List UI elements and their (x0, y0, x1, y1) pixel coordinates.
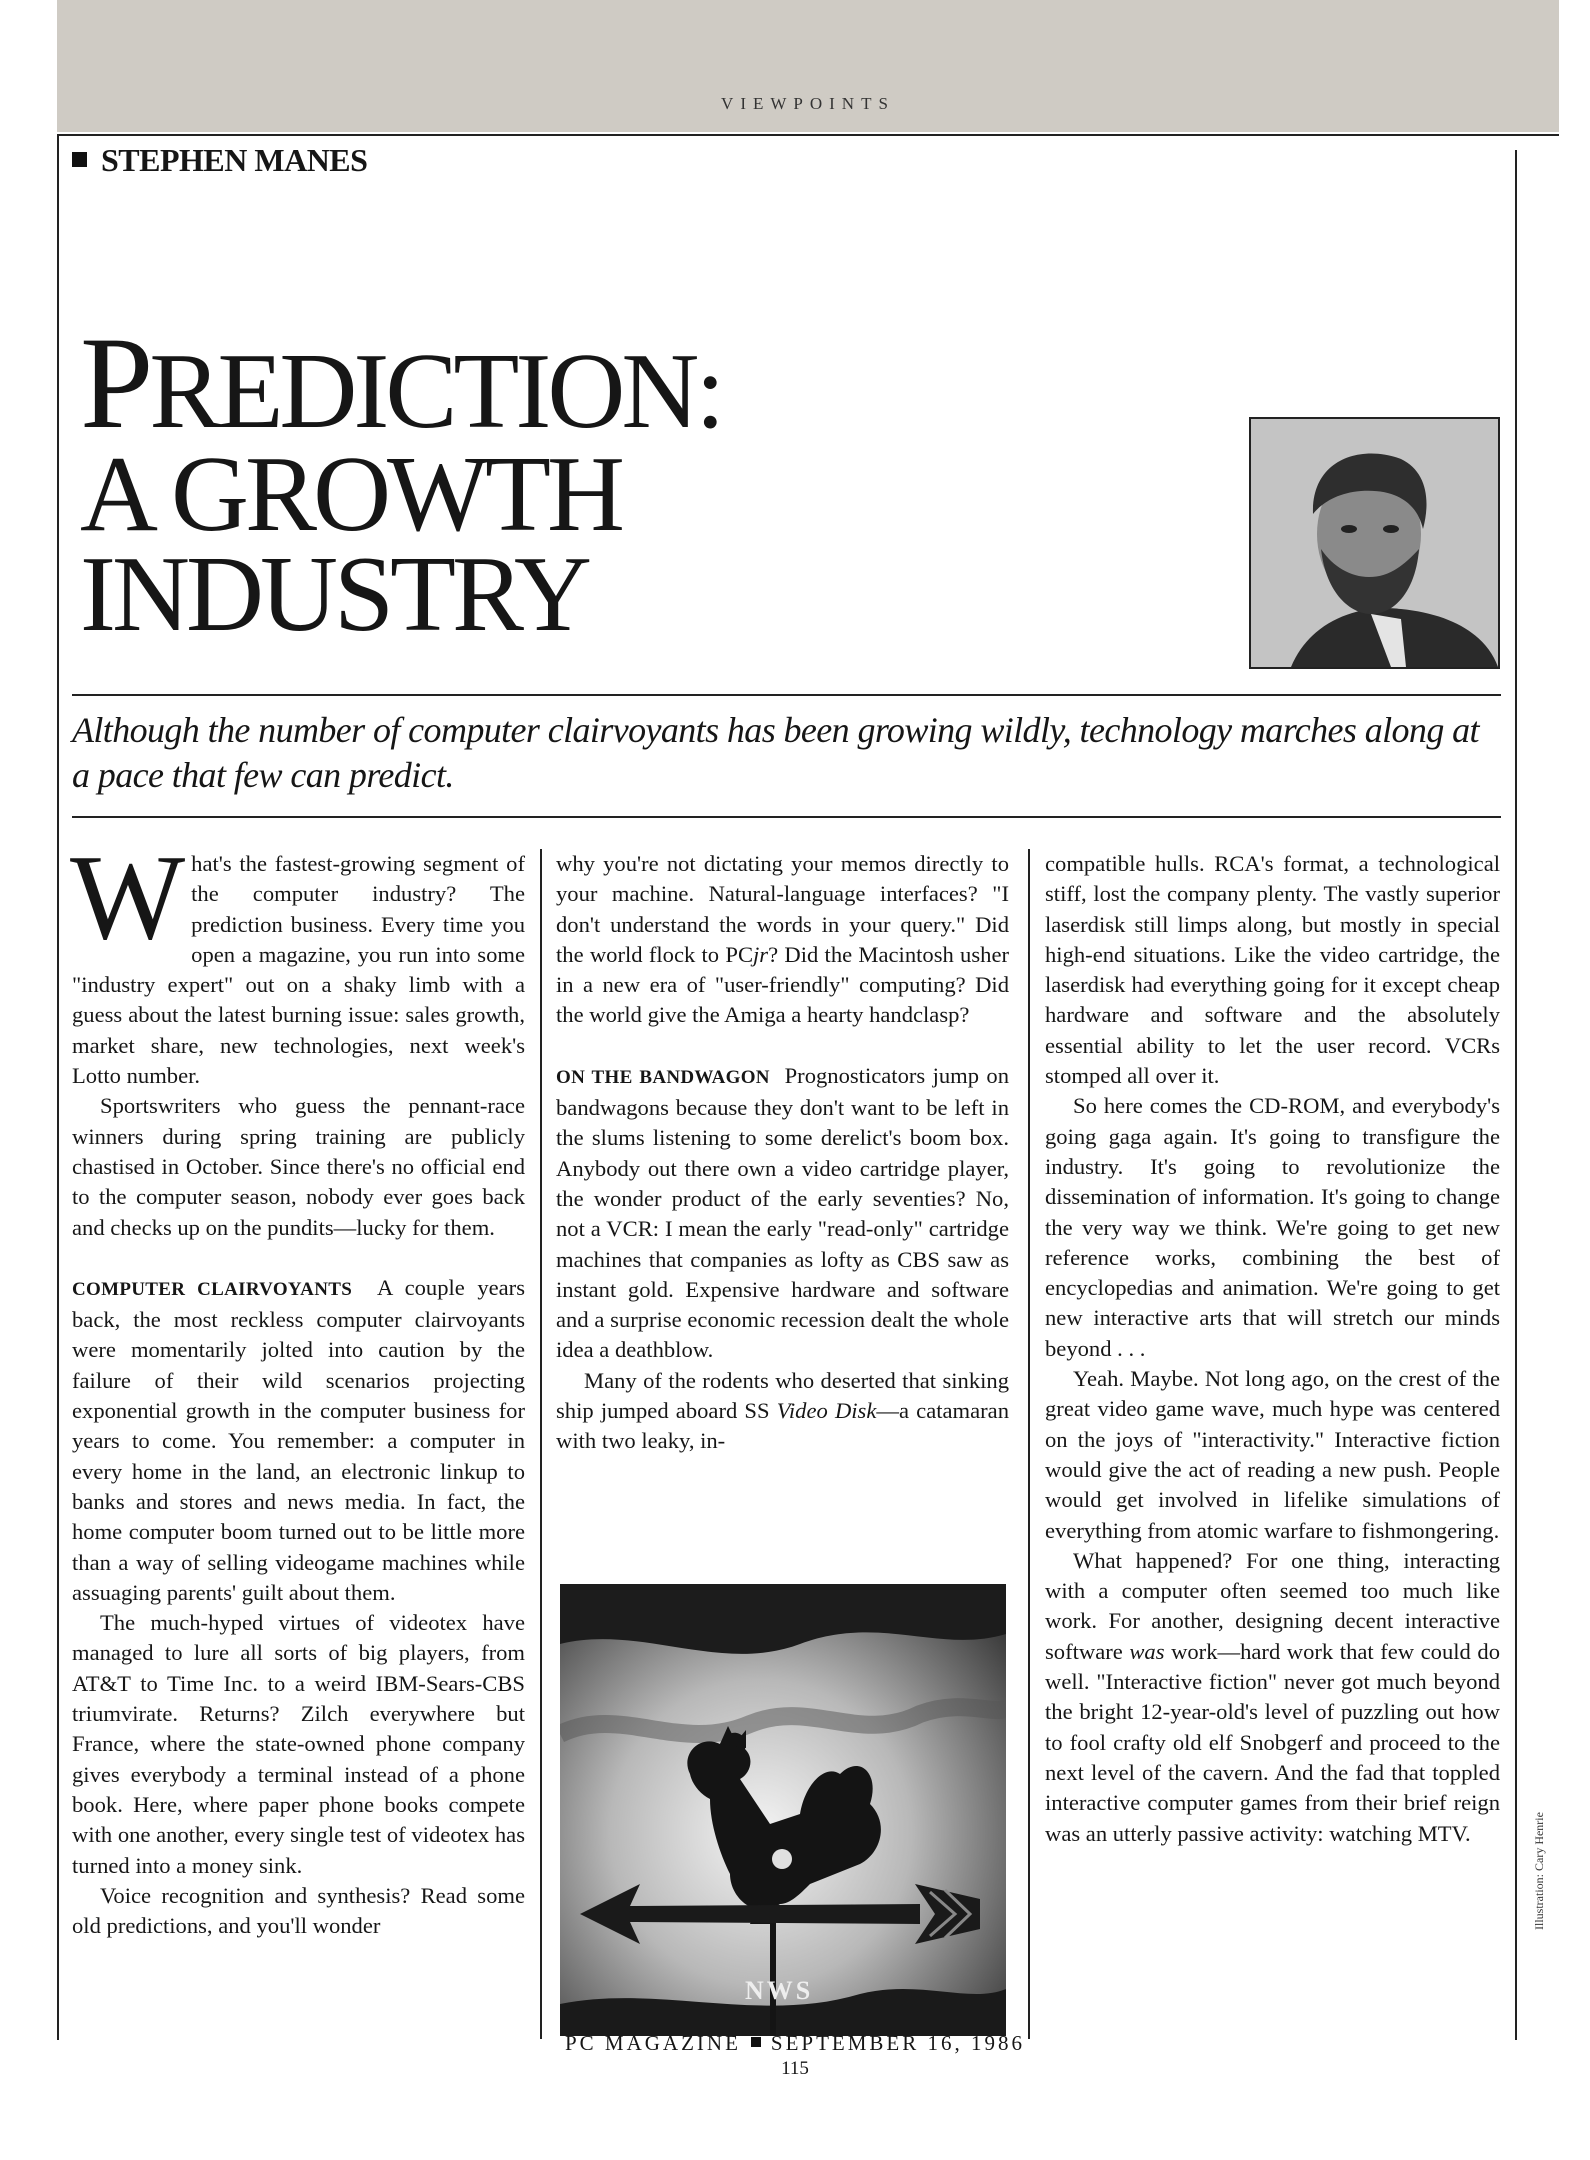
page-number: 115 (781, 2058, 809, 2079)
col2-paragraph-1 (556, 849, 1009, 1031)
subhead-on-the-bandwagon: ON THE BANDWAGON (556, 1066, 770, 1088)
col1-paragraph-3 (72, 1273, 525, 1608)
title-initial: P (80, 309, 150, 456)
author-byline (72, 142, 367, 179)
col2-p1b-text: ? Did the Macintosh usher in a new era of "user-friendly" computing? Did the world give the Amiga a hearty handclasp? (556, 941, 1009, 1028)
footer-magazine: PC MAGAZINE (564, 2031, 741, 2055)
bullet-square-icon (72, 152, 87, 167)
illustration-credit: Illustration: Cary Henrie (1532, 1812, 1546, 1930)
column-divider-2 (1028, 849, 1030, 2039)
col2-p1a-text: why you're not dictating your memos directly to your machine. Natural-language interfaces? "I don't understand the words in your query." Did the world flock to (556, 851, 1009, 967)
col3-paragraph-4 (1045, 1546, 1500, 1849)
col1-p1-text: hat's the fastest-growing segment of the computer industry? The prediction business. Every time you open a magazine, you run into some "industry expert" out on a shaky limb with a guess about the latest burning issue: sales growth, market share, new technologies, next week's Lotto number. (72, 851, 525, 1089)
article-deck: Although the number of computer clairvoyants has been growing wildly, technology marches along at a pace that few can predict. (72, 710, 1479, 795)
column-divider-1 (540, 849, 542, 2039)
col3-was-text: was (1129, 1638, 1165, 1664)
title-line-3: INDUSTRY (80, 535, 589, 655)
author-photo (1249, 417, 1500, 669)
col3-p4a-text: What happened? For one thing, interacting with a computer often seemed too much like work. For another, designing decent interactive software (1045, 1547, 1500, 1664)
col2-jr-text: jr (753, 941, 769, 967)
title-rest: REDICTION: (149, 332, 722, 451)
section-label: VIEWPOINTS (721, 94, 895, 113)
frame-right-rule (1515, 150, 1517, 2040)
title-line-2: A GROWTH (80, 434, 621, 554)
col1-paragraph-1 (70, 830, 525, 1091)
subhead-computer-clairvoyants: COMPUTER CLAIRVOYANTS (72, 1278, 353, 1300)
deck-bottom-rule (72, 816, 1501, 818)
weathervane-letters: NWS (745, 1976, 814, 2005)
footer-date: SEPTEMBER 16, 1986 (770, 2031, 1026, 2055)
col3-paragraph-2: So here comes the CD-ROM, and everybody's going gaga again. It's going to transfigure the industry. It's going to revolutionize the dissemination of information. It's going to change the very way we think. We're going to get new reference works, combining the best of encyclopedias and animation. We're going to get new interactive arts that will stretch our minds beyond . . . (1045, 1093, 1500, 1361)
col2-video-disk-text: Video Disk (776, 1398, 877, 1424)
drop-cap: W (70, 830, 186, 965)
col1-paragraph-5: Voice recognition and synthesis? Read some old predictions, and you'll wonder (72, 1882, 525, 1939)
col2-p2-text: Prognosticators jump on bandwagons because they don't want to be left in the slums listening to some derelict's boom box. Anybody out there own a video cartridge player, the wonder product of the early seventies? No, not a VCR: I mean the early "read-only" cartridge machines that companies as lofty as CBS saw as instant gold. Expensive hardware and software and a surprise economic recession dealt the whole idea a deathblow. (556, 1062, 1010, 1363)
col1-paragraph-2: Sportswriters who guess the pennant-race winners during spring training are publicly chastised in October. Since there's no official end to the computer season, nobody ever goes back and checks up on the pundits—lucky for them. (72, 1093, 525, 1240)
col3-paragraph-3: Yeah. Maybe. Not long ago, on the crest of the great video game wave, much hype was centered on the joys of "interactivity." Interactive fiction would give the act of reading a new push. People would get involved in lifelike simulations of everything from atomic warfare to fishmongering. (1045, 1366, 1500, 1543)
frame-left-rule (57, 134, 59, 2040)
column-1 (70, 830, 525, 1941)
col1-p3-text: A couple years back, the most reckless computer clairvoyants were momentarily jolted into caution by the failure of their wild scenarios projecting exponential growth in the computer business for years to come. You remember: a computer in every home in the land, an electronic linkup to banks and stores and news media. In fact, the home computer boom turned out to be little more than a way of selling videogame machines while assuaging parents' guilt about them. (72, 1274, 525, 1605)
col1-paragraph-4: The much-hyped virtues of videotex have managed to lure all sorts of big players, from AT&T to Time Inc. to a weird IBM-Sears-CBS triumvirate. Returns? Zilch everywhere but France, where the state-owned phone company gives everybody a terminal instead of a phone book. Here, where paper phone books compete with one another, every single test of videotex has turned into a money sink. (72, 1610, 525, 1878)
frame-top-rule (57, 134, 1559, 136)
article-title (80, 309, 722, 655)
weathervane-illustration (560, 1584, 1006, 2036)
col2-p3b-text: —a catamaran with two leaky, in- (556, 1398, 1009, 1454)
col2-paragraph-2 (556, 1061, 1009, 1366)
footer-bullet-icon (751, 2037, 761, 2047)
col3-p4b-text: work—hard work that few could do well. "Interactive fiction" never got much beyond the bright 12-year-old's level of puzzling out how to fool crafty old elf Snobgerf and proceed to the next level of the cavern. And the fad that toppled interactive computer games from their brief reign was an utterly passive activity: watching MTV. (1045, 1638, 1500, 1846)
author-name: STEPHEN MANES (101, 142, 368, 178)
deck-top-rule (72, 694, 1501, 696)
title-line-1 (80, 309, 722, 456)
rooster-weathervane-icon (560, 1584, 1006, 2036)
author-portrait-icon (1251, 419, 1498, 667)
col2-p3a-text: Many of the rodents who deserted that sinking ship jumped aboard SS (556, 1367, 1009, 1424)
col2-paragraph-3 (556, 1366, 1009, 1457)
column-3 (1045, 849, 1500, 1849)
col2-pcjr-text: PC (725, 941, 754, 967)
col3-paragraph-1: compatible hulls. RCA's format, a technological stiff, lost the company plenty. The vastly superior laserdisk still limps along, but mostly in special high-end situations. Like the video cartridge, the laserdisk had everything going for it except cheap hardware and software and the absolutely essential ability to let the user record. VCRs stomped all over it. (1045, 851, 1500, 1089)
page-footer (0, 2031, 1590, 2056)
column-2 (556, 849, 1009, 1457)
